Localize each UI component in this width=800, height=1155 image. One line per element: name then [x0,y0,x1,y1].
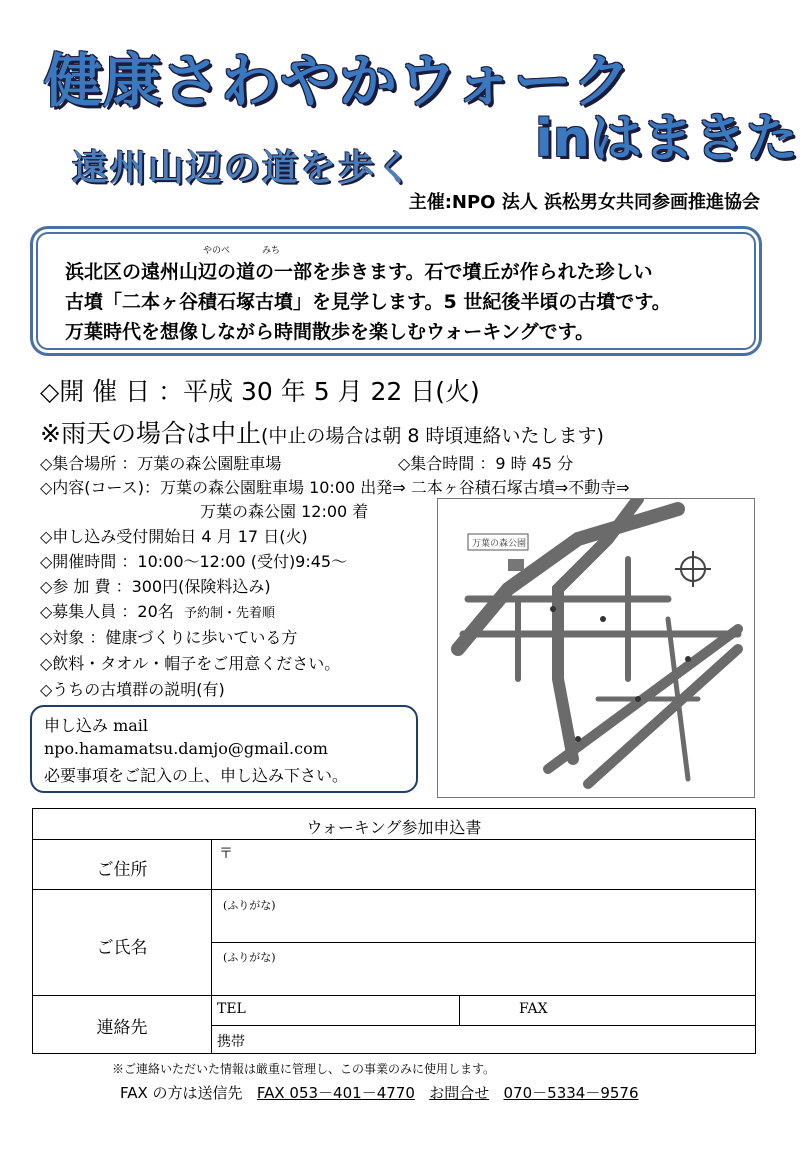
mobile-field[interactable]: 携帯 [217,1034,245,1050]
form-title: ウォーキング参加申込書 [306,818,482,837]
ruby-yanobe: やのべ [203,246,231,256]
event-title-suffix: inはまきた [535,109,798,169]
meeting-place: ◇集合場所 ：万葉の森公園駐車場 [40,454,282,473]
rain-note: (中止の場合は朝 8 時頃連絡いたします) [260,425,604,447]
intro-line-1: 浜北区の遠州山辺の道の一部を歩きます。石で墳丘が作られた珍しい [65,261,653,283]
fax-number: FAX 053－401－4770 [256,1084,415,1102]
map-graphic [438,499,755,798]
map-point [550,606,556,612]
furigana-field-1[interactable]: (ふりがな) [223,899,276,912]
event-date: ◇開 催 日 ：平成 30 年 5 月 22 日(火) [40,377,480,406]
meeting-time: ◇集合時間 ：9 時 45 分 [398,454,574,473]
items-to-bring: ◇飲料・タオル・帽子をご用意ください。 [40,654,341,673]
apply-instruction: 必要事項をご記入の上、申し込み下さい。 [44,766,349,785]
furigana-field-2[interactable]: (ふりがな) [223,951,276,964]
form-divider [33,995,755,996]
map-park-label: 万葉の森公園 [472,539,527,549]
tomb-explanation: ◇うちの古墳群の説明(有) [40,680,225,699]
form-divider [211,1025,755,1026]
event-hours: ◇開催時間 ：10:00～12:00 (受付)9:45～ [40,552,348,571]
contact-label: 連絡先 [96,1018,148,1038]
application-info-box [30,705,418,793]
address-field[interactable]: 〒 [219,846,233,862]
form-divider [459,995,460,1025]
apply-email[interactable]: npo.hamamatsu.damjo@gmail.com [44,739,328,758]
contact-footer [120,1082,639,1103]
target-audience: ◇対象 ：健康づくりに歩いている方 [40,628,298,647]
inquiry-label: お問合せ [429,1084,490,1102]
application-start: ◇申し込み受付開始日 4 月 17 日(火) [40,527,308,546]
event-subtitle: 遠州山辺の道を歩く [72,147,415,189]
fax-field[interactable]: FAX [519,1001,548,1017]
name-label: ご氏名 [96,938,148,958]
capacity-note: 予約制・先着順 [183,606,275,621]
form-divider [33,839,755,840]
apply-mail-label: 申し込み mail [44,716,149,735]
intro-line-2: 古墳「二本ヶ谷積石塚古墳」を見学します。5 世紀後半頃の古墳です。 [65,291,671,313]
rain-main: ※雨天の場合は中止 [40,419,261,448]
compass-cross-icon [675,551,711,587]
map-point [685,656,691,662]
map-point [575,736,581,742]
map-road-highway [588,649,738,784]
address-label: ご住所 [96,860,148,880]
participation-fee: ◇参 加 費 ：300円(保険料込み) [40,577,271,596]
tel-field[interactable]: TEL [217,1001,246,1017]
map-point [635,696,641,702]
form-divider [211,839,212,1053]
capacity [40,599,275,622]
form-divider [211,942,755,943]
capacity-text: ◇募集人員 ：20名 [40,602,174,621]
event-title: 健康さわやかウォーク [44,47,632,115]
inquiry-phone: 070－5334－9576 [503,1084,639,1102]
route-map [437,498,755,798]
rain-notice [40,414,604,450]
course-line-1: ◇内容(コース)：万葉の森公園駐車場 10:00 出発⇒ 二本ヶ谷積石塚古墳⇒不動寺⇒ [40,478,630,497]
intro-line-3: 万葉時代を想像しながら時間散歩を楽しむウォーキングです。 [65,321,595,343]
organizer: 主催:NPO 法人 浜松男女共同参画推進協会 [408,192,760,213]
privacy-note: ※ご連絡いただいた情報は厳重に管理し、この事業のみに使用します。 [112,1062,496,1076]
fax-prefix: FAX の方は送信先 [120,1084,243,1102]
application-form [32,808,756,1054]
map-parking [508,559,524,571]
intro-box [30,226,762,356]
form-divider [33,889,755,890]
map-point [600,616,606,622]
ruby-michi: みち [262,246,281,256]
course-line-2: 万葉の森公園 12:00 着 [200,502,369,521]
